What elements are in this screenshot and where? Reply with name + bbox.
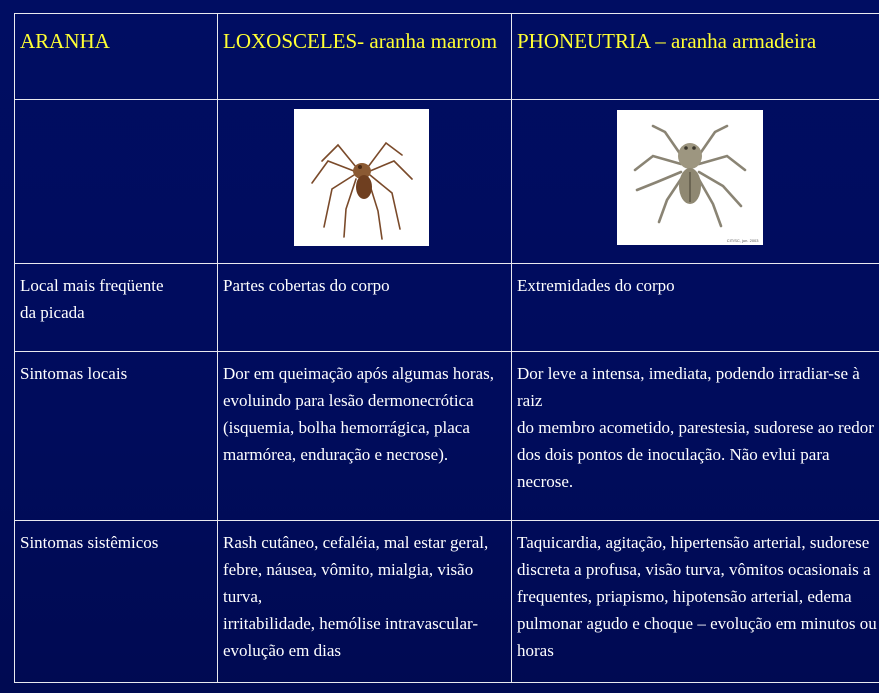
table-row <box>15 264 879 352</box>
brown-spider-photo <box>294 109 429 246</box>
header-aranha: ARANHA <box>15 14 218 100</box>
spider-comparison-table <box>14 13 879 683</box>
image-row <box>15 100 879 264</box>
image-row-label <box>15 100 218 264</box>
armed-spider-photo <box>617 110 763 245</box>
phoneutria-image-cell <box>512 100 879 264</box>
row-label-sintomas-sistemicos: Sintomas sistêmicos <box>15 521 218 683</box>
header-loxosceles: LOXOSCELES- aranha marrom <box>218 14 512 100</box>
phoneutria-sintomas-sistemicos: Taquicardia, agitação, hipertensão arterial, sudorese discreta a profusa, visão turva, vômitos ocasionais a frequentes, priapismo, hipotensão arterial, edema pulmonar agudo e choque – evolução em minutos ou horas <box>512 521 879 683</box>
loxosceles-image-cell <box>218 100 512 264</box>
loxosceles-local: Partes cobertas do corpo <box>218 264 512 352</box>
row-label-local: Local mais freqüente da picada <box>15 264 218 352</box>
header-row <box>15 14 879 100</box>
header-phoneutria: PHONEUTRIA – aranha armadeira <box>512 14 879 100</box>
loxosceles-sintomas-sistemicos: Rash cutâneo, cefaléia, mal estar geral, febre, náusea, vômito, mialgia, visão turva, irritabilidade, hemólise intravascular- evolução em dias <box>218 521 512 683</box>
row-label-sintomas-locais: Sintomas locais <box>15 352 218 521</box>
phoneutria-local: Extremidades do corpo <box>512 264 879 352</box>
loxosceles-sintomas-locais: Dor em queimação após algumas horas, evoluindo para lesão dermonecrótica (isquemia, bolha hemorrágica, placa marmórea, enduração e necrose). <box>218 352 512 521</box>
table-row <box>15 521 879 683</box>
phoneutria-sintomas-locais: Dor leve a intensa, imediata, podendo irradiar-se à raiz do membro acometido, parestesia, sudorese ao redor dos dois pontos de inoculação. Não evlui para necrose. <box>512 352 879 521</box>
photo-credit: CIT/SC, jun. 2003 <box>726 238 759 243</box>
table-row <box>15 352 879 521</box>
